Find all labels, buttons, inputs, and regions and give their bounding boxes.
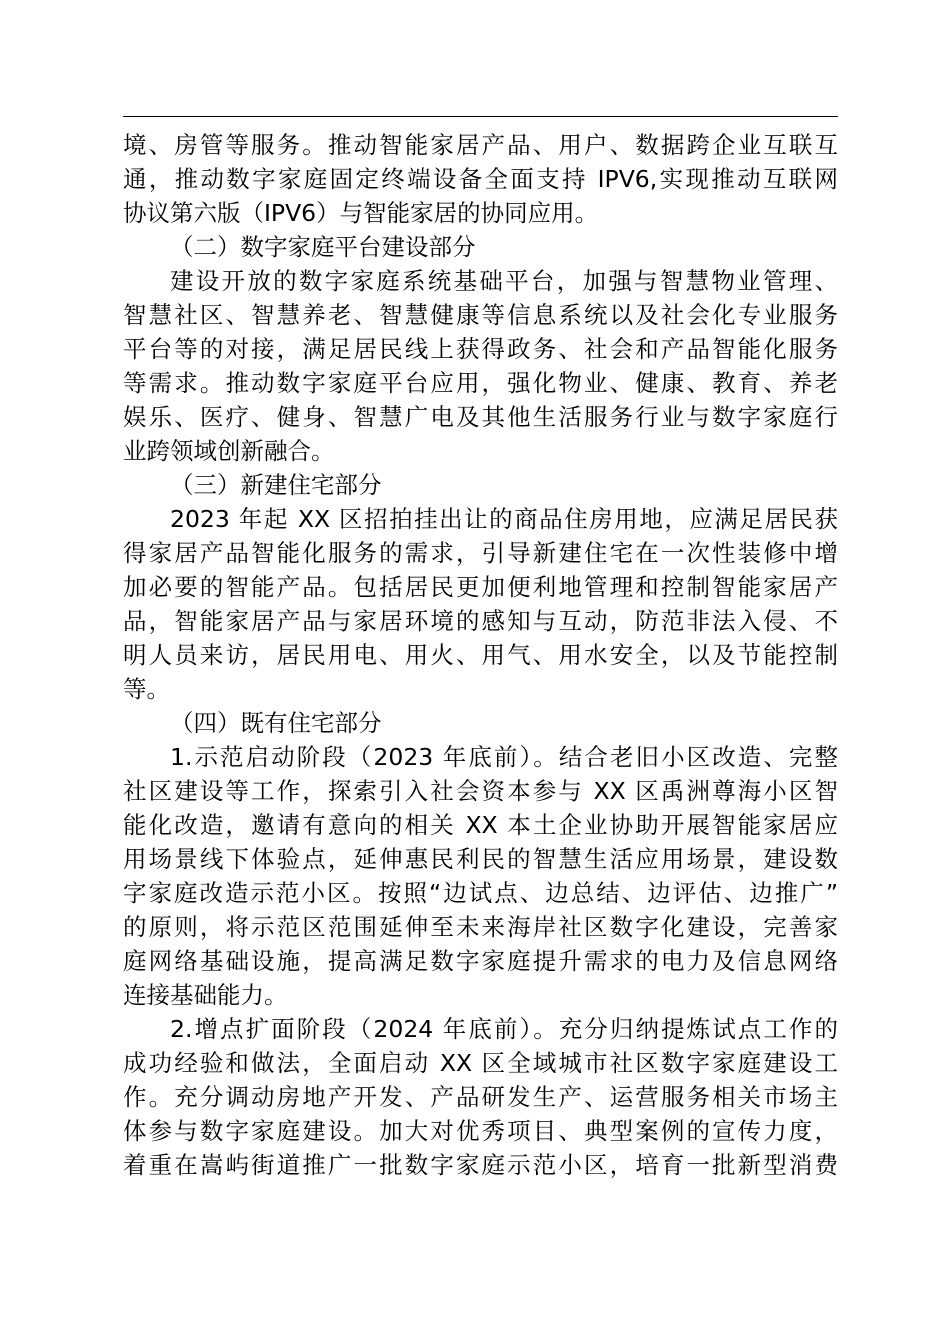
document-body — [123, 128, 838, 1182]
heading-text: （二）数字家庭平台建设部分 — [170, 233, 476, 261]
text-line: 庭网络基础设施，提高满足数字家庭提升需求的电力及信息网络 — [123, 947, 838, 975]
text-line: 等。 — [123, 675, 170, 703]
text-line: 业跨领域创新融合。 — [123, 437, 335, 465]
paragraph — [123, 128, 838, 230]
paragraph — [123, 502, 838, 706]
text-line: 用场景线下体验点，延伸惠民利民的智慧生活应用场景，建设数 — [123, 845, 838, 873]
section-heading — [123, 706, 838, 740]
text-line: 智慧社区、智慧养老、智慧健康等信息系统以及社会化专业服务 — [123, 301, 838, 329]
paragraph — [123, 1012, 838, 1182]
text-line: 协议第六版（IPV6）与智能家居的协同应用。 — [123, 199, 599, 227]
text-line: 成功经验和做法，全面启动 XX 区全域城市社区数字家庭建设工 — [123, 1049, 838, 1077]
header-rule — [123, 116, 838, 117]
text-line: 境、房管等服务。推动智能家居产品、用户、数据跨企业互联互 — [123, 131, 838, 159]
text-line: 明人员来访，居民用电、用火、用气、用水安全，以及节能控制 — [123, 641, 838, 669]
text-line: 社区建设等工作，探索引入社会资本参与 XX 区禹洲尊海小区智 — [123, 777, 838, 805]
heading-text: （三）新建住宅部分 — [170, 471, 382, 499]
text-line: 2023 年起 XX 区招拍挂出让的商品住房用地，应满足居民获 — [170, 505, 838, 533]
text-line: 等需求。推动数字家庭平台应用，强化物业、健康、教育、养老 — [123, 369, 838, 397]
text-line: 体参与数字家庭建设。加大对优秀项目、典型案例的宣传力度， — [123, 1117, 838, 1145]
text-line: 字家庭改造示范小区。按照“边试点、边总结、边评估、边推广” — [123, 879, 838, 907]
text-line: 娱乐、医疗、健身、智慧广电及其他生活服务行业与数字家庭行 — [123, 403, 838, 431]
heading-text: （四）既有住宅部分 — [170, 709, 382, 737]
text-line: 着重在嵩屿街道推广一批数字家庭示范小区，培育一批新型消费 — [123, 1151, 838, 1179]
text-line: 通，推动数字家庭固定终端设备全面支持 IPV6,实现推动互联网 — [123, 165, 838, 193]
text-line: 连接基础能力。 — [123, 981, 288, 1009]
section-heading — [123, 230, 838, 264]
text-line: 能化改造，邀请有意向的相关 XX 本土企业协助开展智能家居应 — [123, 811, 838, 839]
text-line: 1.示范启动阶段（2023 年底前）。结合老旧小区改造、完整 — [170, 743, 838, 771]
text-line: 2.增点扩面阶段（2024 年底前）。充分归纳提炼试点工作的 — [170, 1015, 838, 1043]
text-line: 加必要的智能产品。包括居民更加便利地管理和控制智能家居产 — [123, 573, 838, 601]
text-line: 品，智能家居产品与家居环境的感知与互动，防范非法入侵、不 — [123, 607, 838, 635]
paragraph — [123, 264, 838, 468]
text-line: 得家居产品智能化服务的需求，引导新建住宅在一次性装修中增 — [123, 539, 838, 567]
text-line: 建设开放的数字家庭系统基础平台，加强与智慧物业管理、 — [170, 267, 838, 295]
section-heading — [123, 468, 838, 502]
paragraph — [123, 740, 838, 1012]
text-line: 平台等的对接，满足居民线上获得政务、社会和产品智能化服务 — [123, 335, 838, 363]
text-line: 的原则，将示范区范围延伸至未来海岸社区数字化建设，完善家 — [123, 913, 838, 941]
text-line: 作。充分调动房地产开发、产品研发生产、运营服务相关市场主 — [123, 1083, 838, 1111]
